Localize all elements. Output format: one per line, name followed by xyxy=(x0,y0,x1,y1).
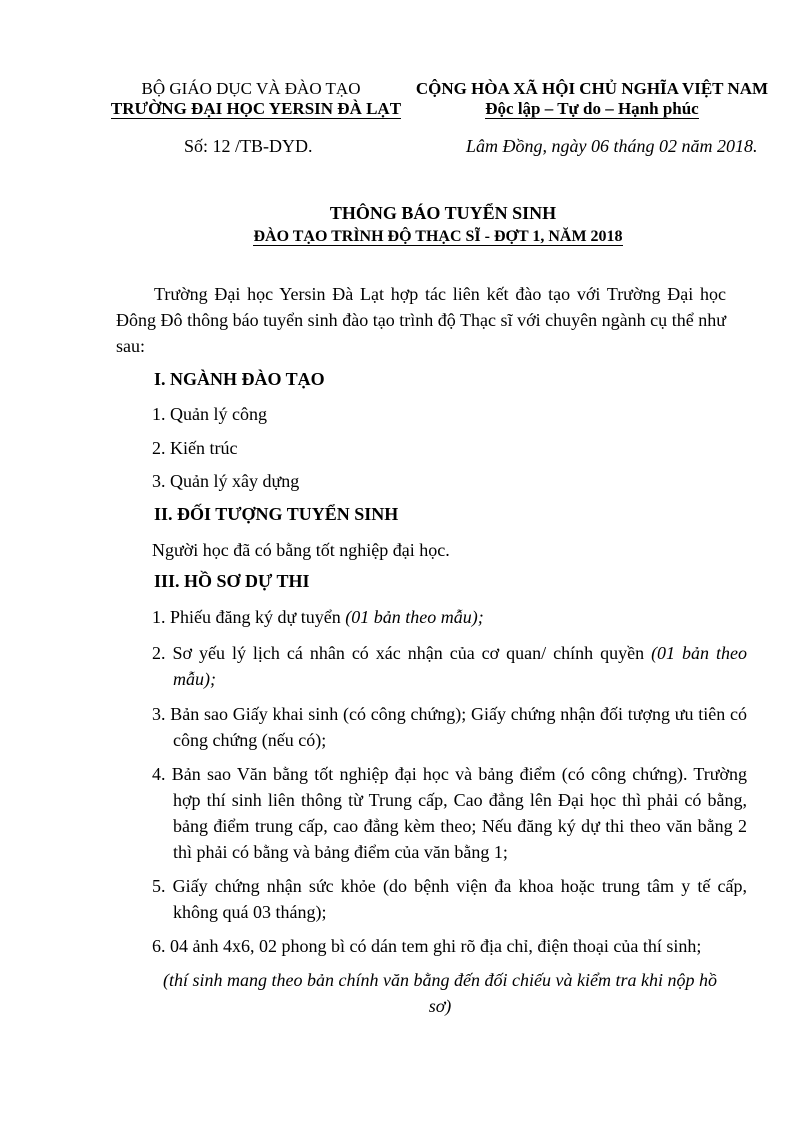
place-and-date: Lâm Đồng, ngày 06 tháng 02 năm 2018. xyxy=(466,136,758,156)
document-list-item xyxy=(152,604,747,630)
training-field-item: 3. Quản lý xây dựng xyxy=(152,471,300,491)
national-motto-text: Độc lập – Tự do – Hạnh phúc xyxy=(485,99,699,118)
ministry-name: BỘ GIÁO DỤC VÀ ĐÀO TẠO xyxy=(141,79,361,98)
item-note: (01 bản theo mẫu); xyxy=(345,607,484,627)
intro-paragraph: Trường Đại học Yersin Đà Lạt hợp tác liên kết đào tạo với Trường Đại học Đông Đô thông báo tuyển sinh đào tạo trình độ Thạc sĩ với chuyên ngành cụ thể như sau: xyxy=(116,284,726,356)
document-list-item xyxy=(152,933,747,959)
national-motto xyxy=(414,98,770,120)
item-text: 3. Bản sao Giấy khai sinh (có công chứng); Giấy chứng nhận đối tượng ưu tiên có công chứng (nếu có); xyxy=(152,704,747,750)
item-text: 1. Phiếu đăng ký dự tuyển xyxy=(152,607,346,627)
training-field-item: 1. Quản lý công xyxy=(152,404,267,424)
document-title: THÔNG BÁO TUYỂN SINH xyxy=(329,203,557,223)
item-note: (01 bản theo mẫu); xyxy=(173,643,748,689)
eligibility-text: Người học đã có bằng tốt nghiệp đại học. xyxy=(152,540,450,560)
item-text: 4. Bản sao Văn bằng tốt nghiệp đại học và bảng điểm (có công chứng). Trường hợp thí sinh liên thông từ Trung cấp, Cao đẳng lên Đại học thì phải có bằng, bảng điểm trung cấp, cao đẳng kèm theo; Nếu đăng ký dự thi theo văn bằng 2 thì phải có bằng và bảng điểm của văn bằng 1; xyxy=(152,764,747,862)
document-subtitle xyxy=(0,228,800,246)
item-text: 2. Sơ yếu lý lịch cá nhân có xác nhận của cơ quan/ chính quyền xyxy=(152,643,652,663)
document-list-item xyxy=(152,640,747,692)
item-text: 5. Giấy chứng nhận sức khỏe (do bệnh viện đa khoa hoặc trung tâm y tế cấp, không quá 03 tháng); xyxy=(152,876,747,922)
section-heading-eligibility: II. ĐỐI TƯỢNG TUYỂN SINH xyxy=(154,504,399,524)
item-text: 6. 04 ảnh 4x6, 02 phong bì có dán tem ghi rõ địa chỉ, điện thoại của thí sinh; xyxy=(152,936,702,956)
document-list-item xyxy=(152,761,747,865)
training-field-item: 2. Kiến trúc xyxy=(152,438,238,458)
closing-note: (thí sinh mang theo bản chính văn bằng đến đối chiếu và kiểm tra khi nộp hồ sơ) xyxy=(163,970,717,1016)
document-list-item xyxy=(152,701,747,753)
republic-name: CỘNG HÒA XÃ HỘI CHỦ NGHĨA VIỆT NAM xyxy=(415,79,769,98)
section-heading-application-documents: III. HỒ SƠ DỰ THI xyxy=(154,571,310,591)
document-number: Số: 12 /TB-DYD. xyxy=(184,136,313,156)
school-name-text: TRƯỜNG ĐẠI HỌC YERSIN ĐÀ LẠT xyxy=(110,99,402,118)
section-heading-training-fields: I. NGÀNH ĐÀO TẠO xyxy=(154,369,325,389)
school-name xyxy=(106,98,406,120)
document-subtitle-text: ĐÀO TẠO TRÌNH ĐỘ THẠC SĨ - ĐỢT 1, NĂM 2018 xyxy=(253,228,623,245)
document-list-item xyxy=(152,873,747,925)
